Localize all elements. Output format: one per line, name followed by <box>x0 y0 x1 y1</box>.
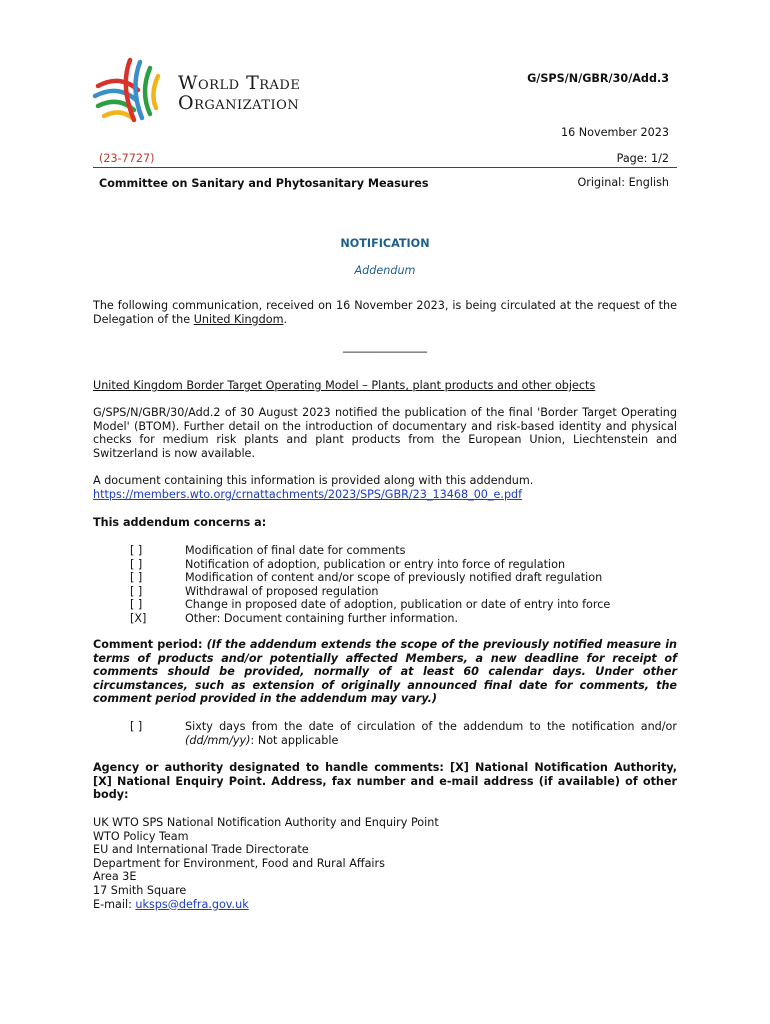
email-link[interactable]: uksps@defra.gov.uk <box>135 897 249 911</box>
list-item-label: Other: Document containing further information. <box>185 611 459 625</box>
sixty-days-text <box>185 720 677 747</box>
notification-title: NOTIFICATION <box>340 237 430 250</box>
list-item-label: Withdrawal of proposed regulation <box>185 584 379 598</box>
list-item-label: Change in proposed date of adoption, publication or date of entry into force <box>185 598 611 611</box>
logo-line-2: Organization <box>178 92 300 114</box>
subject-title: United Kingdom Border Target Operating Model – Plants, plant products and other objects <box>93 379 596 392</box>
sixty-days-label: Sixty days from the date of circulation of the addendum to the notification and/or <box>185 720 677 733</box>
body-paragraph: G/SPS/N/GBR/30/Add.2 of 30 August 2023 notified the publication of the final 'Border Target Operating Model' (BTOM). Further detail on the introduction of documentary and risk-based identity and physical checks for medium risk plants and plant products from the European Union, Liechtenstein and Switzerland is now available. <box>93 406 677 460</box>
committee-name: Committee on Sanitary and Phytosanitary Measures <box>99 177 429 190</box>
comment-period-text: (If the addendum extends the scope of the previously notified measure in terms of products and/or potentially affected Members, a new deadline for receipt of comments should be provided, normally of at least 60 calendar days. Under other circumstances, such as extension of originally announced final date for comments, the comment period provided in the addendum may vary.) <box>93 638 677 706</box>
concerns-heading: This addendum concerns a: <box>93 516 267 529</box>
divider-line: _______________ <box>343 340 427 353</box>
intro-text: The following communication, received on 16 November 2023, is being circulated at the request of the Delegation of the <box>93 299 677 326</box>
document-link[interactable]: https://members.wto.org/crnattachments/2023/SPS/GBR/23_13468_00_e.pdf <box>93 488 523 501</box>
intro-period: . <box>283 312 288 326</box>
sixty-days-mark[interactable]: [ ] <box>130 720 143 733</box>
page-number: Page: 1/2 <box>616 152 669 165</box>
date-format: (dd/mm/yy) <box>185 733 251 747</box>
original-language: Original: English <box>577 176 669 189</box>
email-label: E-mail: <box>93 897 136 911</box>
list-item <box>130 544 730 558</box>
address-line: WTO Policy Team <box>93 829 189 843</box>
list-item-label: Notification of adoption, publication or entry into force of regulation <box>185 557 566 571</box>
list-item-label: Modification of content and/or scope of previously notified draft regulation <box>185 571 603 584</box>
sixty-days-value: : Not applicable <box>250 733 339 747</box>
list-item <box>130 612 730 626</box>
comment-period <box>93 638 677 706</box>
checkbox[interactable]: [ ] <box>130 598 143 611</box>
checkbox[interactable]: [ ] <box>130 557 143 571</box>
checkbox-checked[interactable]: [X] <box>130 611 147 625</box>
checkbox[interactable]: [ ] <box>130 584 143 598</box>
address-line: Area 3E <box>93 870 137 884</box>
address-line: EU and International Trade Directorate <box>93 843 309 857</box>
address-line: Department for Environment, Food and Rural Affairs <box>93 856 385 870</box>
checkbox[interactable]: [ ] <box>130 544 143 557</box>
concerns-list <box>130 544 730 626</box>
address-line: 17 Smith Square <box>93 883 187 897</box>
checkbox[interactable]: [ ] <box>130 571 143 584</box>
doc-date: 16 November 2023 <box>560 126 669 139</box>
comment-period-label: Comment period: <box>93 638 207 651</box>
email-line <box>93 898 677 912</box>
country-link[interactable]: United Kingdom <box>193 312 284 326</box>
list-item <box>130 585 730 599</box>
list-item <box>130 571 730 585</box>
list-item <box>130 558 730 572</box>
agency-heading: Agency or authority designated to handle comments: [X] National Notification Authority, [X] National Enquiry Point. Address, fax number and e-mail address (if available) of other body: <box>93 761 677 802</box>
doc-symbol: G/SPS/N/GBR/30/Add.3 <box>527 72 669 85</box>
wto-logo-mark-icon <box>90 56 170 128</box>
list-item-label: Modification of final date for comments <box>185 544 406 557</box>
list-item <box>130 598 730 612</box>
wto-logo <box>90 56 345 128</box>
intro-paragraph <box>93 299 677 326</box>
addendum-subtitle: Addendum <box>354 264 416 277</box>
address-block <box>93 816 677 911</box>
logo-line-1: World Trade <box>178 72 301 94</box>
header-rule <box>93 167 677 168</box>
address-line: UK WTO SPS National Notification Authority and Enquiry Point <box>93 816 439 829</box>
reference-number: (23-7727) <box>99 152 155 165</box>
document-note: A document containing this information is provided along with this addendum. <box>93 474 534 487</box>
